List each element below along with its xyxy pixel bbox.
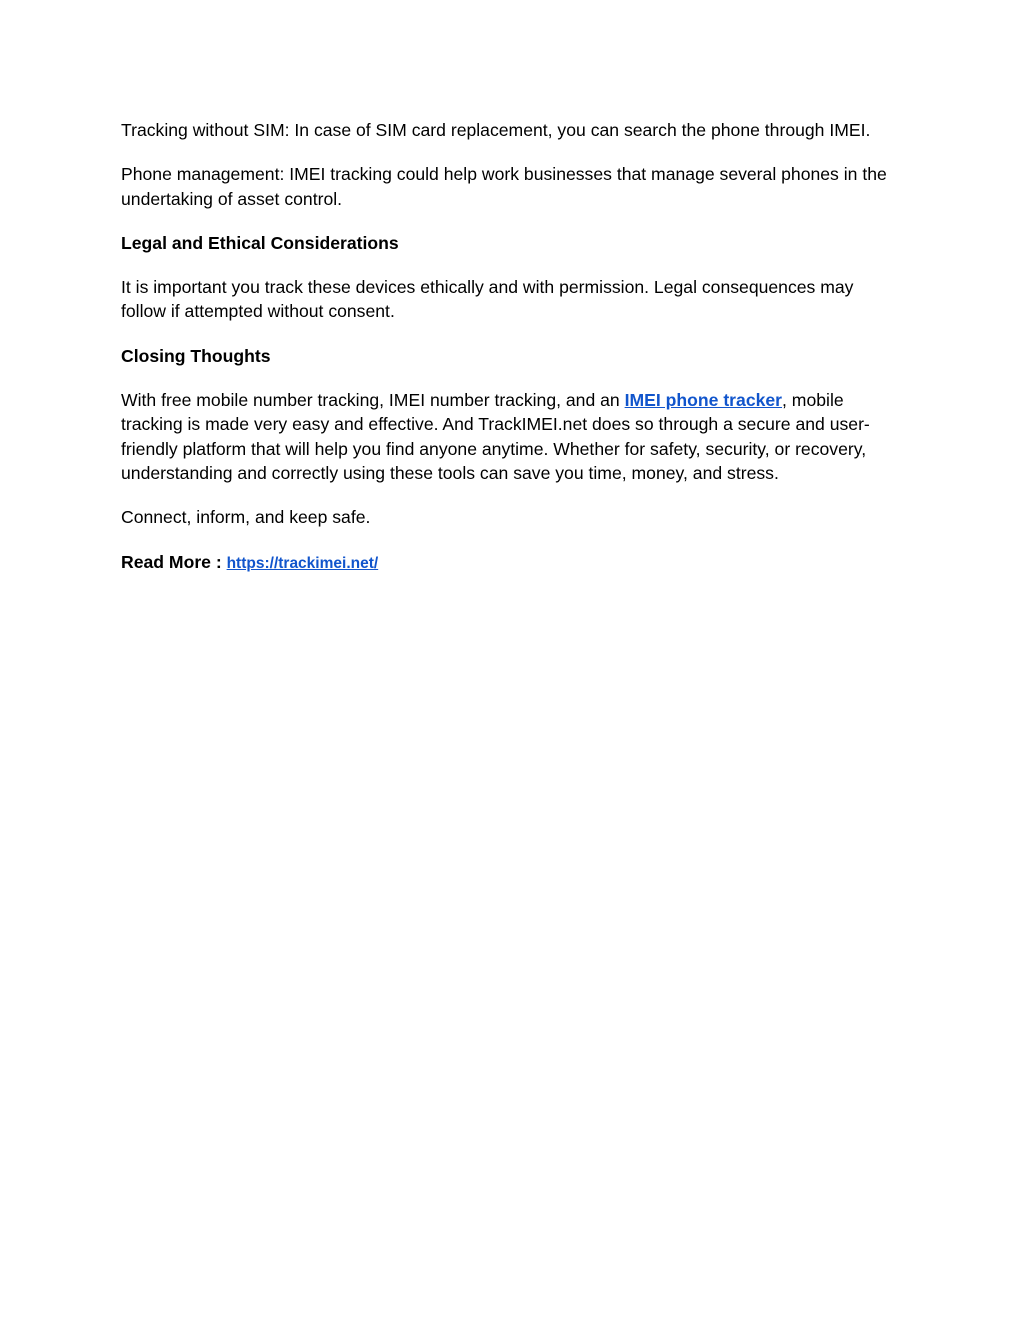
document-page xyxy=(121,118,896,596)
heading-closing-thoughts: Closing Thoughts xyxy=(121,345,271,366)
read-more-line xyxy=(121,550,896,576)
closing-text-after-link: , mobile tracking is made very easy and effective. And TrackIMEI.net does so through a secure and user-friendly platform that will help you find anyone anytime. Whether for safety, security, or recovery, understanding and correctly using these tools can save you time, money, and stress. xyxy=(121,390,870,483)
paragraph-connect: Connect, inform, and keep safe. xyxy=(121,507,371,528)
read-more-label: Read More : xyxy=(121,551,227,572)
paragraph-tracking-without-sim: Tracking without SIM: In case of SIM card replacement, you can search the phone through IMEI. xyxy=(121,120,871,140)
paragraph-legal-body: It is important you track these devices ethically and with permission. Legal consequences may follow if attempted without consent. xyxy=(121,277,854,322)
paragraph-phone-management: Phone management: IMEI tracking could help work businesses that manage several phones in the undertaking of asset control. xyxy=(121,164,887,209)
heading-legal-ethical: Legal and Ethical Considerations xyxy=(121,232,399,253)
closing-text-before-link: With free mobile number tracking, IMEI number tracking, and an xyxy=(121,390,625,411)
trackimei-url-link[interactable]: https://trackimei.net/ xyxy=(226,554,379,572)
paragraph-closing xyxy=(121,388,896,485)
imei-phone-tracker-link[interactable]: IMEI phone tracker xyxy=(624,390,783,411)
